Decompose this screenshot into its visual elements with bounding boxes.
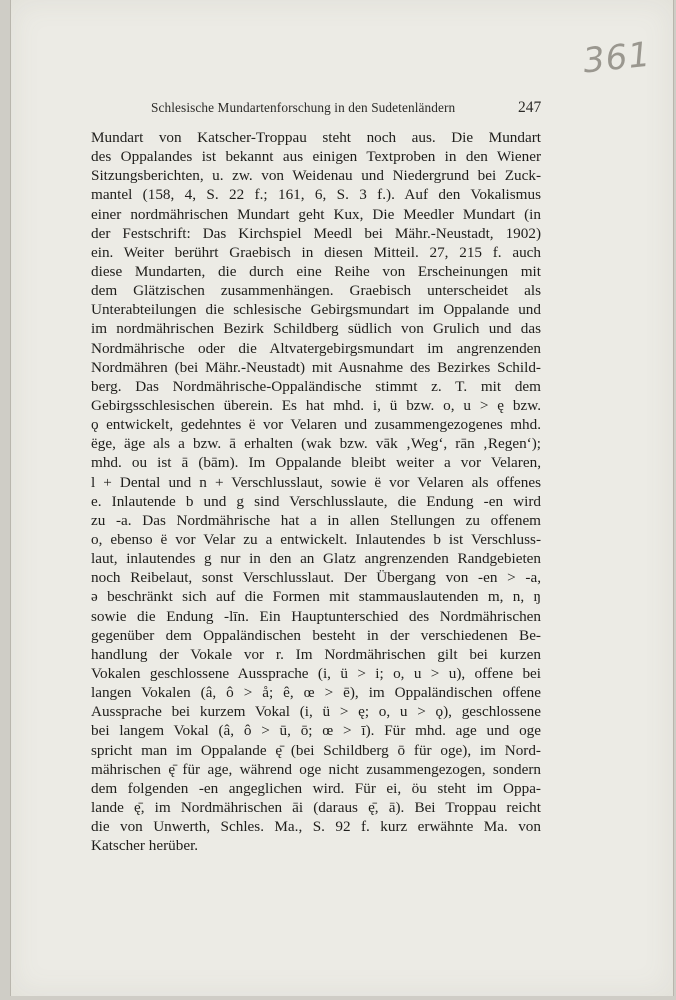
text-line: Aussprache bei kurzem Vokal (i, ü > ę; o, u > ǫ), geschlossene [91, 703, 541, 721]
text-line: dem Glätzischen zusammenhängen. Graebisch unterscheidet als [91, 282, 541, 300]
text-line: ǫ entwickelt, gedehntes ë vor Velaren und zusammengezogenes mhd. [91, 416, 541, 434]
book-page [10, 0, 674, 996]
text-line: laut, inlautendes g nur in den an Glatz angrenzenden Randgebieten [91, 550, 541, 568]
text-line: Vokalen geschlossene Aussprache (i, ü > i; o, u > u), offene bei [91, 664, 541, 682]
text-line: des Oppalandes ist bekannt aus einigen Textproben in den Wiener [91, 148, 541, 166]
text-line: o, ebenso ë vor Velar zu a entwickelt. Inlautendes b ist Verschluss- [91, 530, 541, 548]
text-line: lande ę̄, im Nordmährischen āi (daraus ę̄, ā). Bei Troppau reicht [91, 798, 541, 816]
text-line: mährischen ę̄ für age, während oge nicht zusammengezogen, sondern [91, 760, 541, 778]
text-line: diese Mundarten, die durch eine Reihe von Erscheinungen mit [91, 262, 541, 280]
text-line: Katscher herüber. [91, 837, 199, 855]
text-line: noch Reibelaut, sonst Verschlusslaut. Der Übergang von -en > -a, [91, 569, 541, 587]
running-header: Schlesische Mundartenforschung in den Sudetenländern [151, 100, 456, 115]
text-line: Nordmähren (bei Mähr.-Neustadt) mit Ausnahme des Bezirkes Schild- [91, 358, 541, 376]
text-line: handlung der Vokale vor r. Im Nordmährischen gilt bei kurzen [91, 645, 541, 663]
text-line: einer nordmährischen Mundart geht Kux, Die Meedler Mundart (in [91, 205, 541, 223]
text-line: Gebirgsschlesischen überein. Es hat mhd. i, ü bzw. o, u > ę bzw. [91, 396, 541, 414]
text-line: zu -a. Das Nordmährische hat a in allen Stellungen zu offenem [91, 511, 541, 529]
text-line: spricht man im Oppalande ę̄ (bei Schildberg ō für oge), im Nord- [91, 741, 541, 759]
text-line: sowie die Endung -līn. Ein Hauptunterschied des Nordmährischen [91, 607, 541, 625]
text-line: im nordmährischen Bezirk Schildberg südlich von Grulich und das [91, 320, 541, 338]
text-line: der Festschrift: Das Kirchspiel Meedl bei Mähr.-Neustadt, 1902) [91, 224, 541, 242]
text-line: e. Inlautende b und g sind Verschlusslaute, die Endung -en wird [91, 492, 541, 510]
body-paragraph [91, 128, 541, 855]
handwritten-page-note: 361 [581, 34, 653, 82]
text-line: gegenüber dem Oppaländischen besteht in der verschiedenen Be- [91, 626, 541, 644]
text-line: ein. Weiter berührt Graebisch in diesen Mitteil. 27, 215 f. auch [91, 243, 541, 261]
text-line: l + Dental und n + Verschlusslaut, sowie ë vor Velaren als offenes [91, 473, 541, 491]
text-line: ëge, äge als a bzw. ā erhalten (wak bzw. vāk ‚Weg‘, rān ‚Regen‘); [91, 435, 541, 453]
text-line: mantel (158, 4, S. 22 f.; 161, 6, S. 3 f.). Auf den Vokalismus [91, 186, 541, 204]
text-line: mhd. ou ist ā (bām). Im Oppalande bleibt weiter a vor Velaren, [91, 454, 541, 472]
text-line: ə beschränkt sich auf die Formen mit stammauslautenden m, n, ŋ [91, 588, 541, 606]
text-line: dem folgenden -en angeglichen wird. Für ei, öu steht im Oppa- [91, 779, 541, 797]
text-line: Unterabteilungen die schlesische Gebirgsmundart im Oppalande und [91, 301, 541, 319]
text-line: die von Unwerth, Schles. Ma., S. 92 f. kurz erwähnte Ma. von [91, 818, 541, 836]
text-line: bei langem Vokal (â, ô > ū, ō; œ > ī). Für mhd. age und oge [91, 722, 541, 740]
text-line: berg. Das Nordmährische-Oppaländische stimmt z. T. mit dem [91, 377, 541, 395]
text-line: langen Vokalen (â, ô > å; ê, œ > ē), im Oppaländischen offene [91, 684, 541, 702]
page-number: 247 [518, 99, 542, 116]
text-line: Sitzungsberichten, u. zw. von Weidenau und Niedergrund bei Zuck- [91, 167, 541, 185]
text-line: Mundart von Katscher-Troppau steht noch aus. Die Mundart [91, 129, 541, 146]
text-line: Nordmährische oder die Altvatergebirgsmundart im angrenzenden [91, 339, 541, 357]
